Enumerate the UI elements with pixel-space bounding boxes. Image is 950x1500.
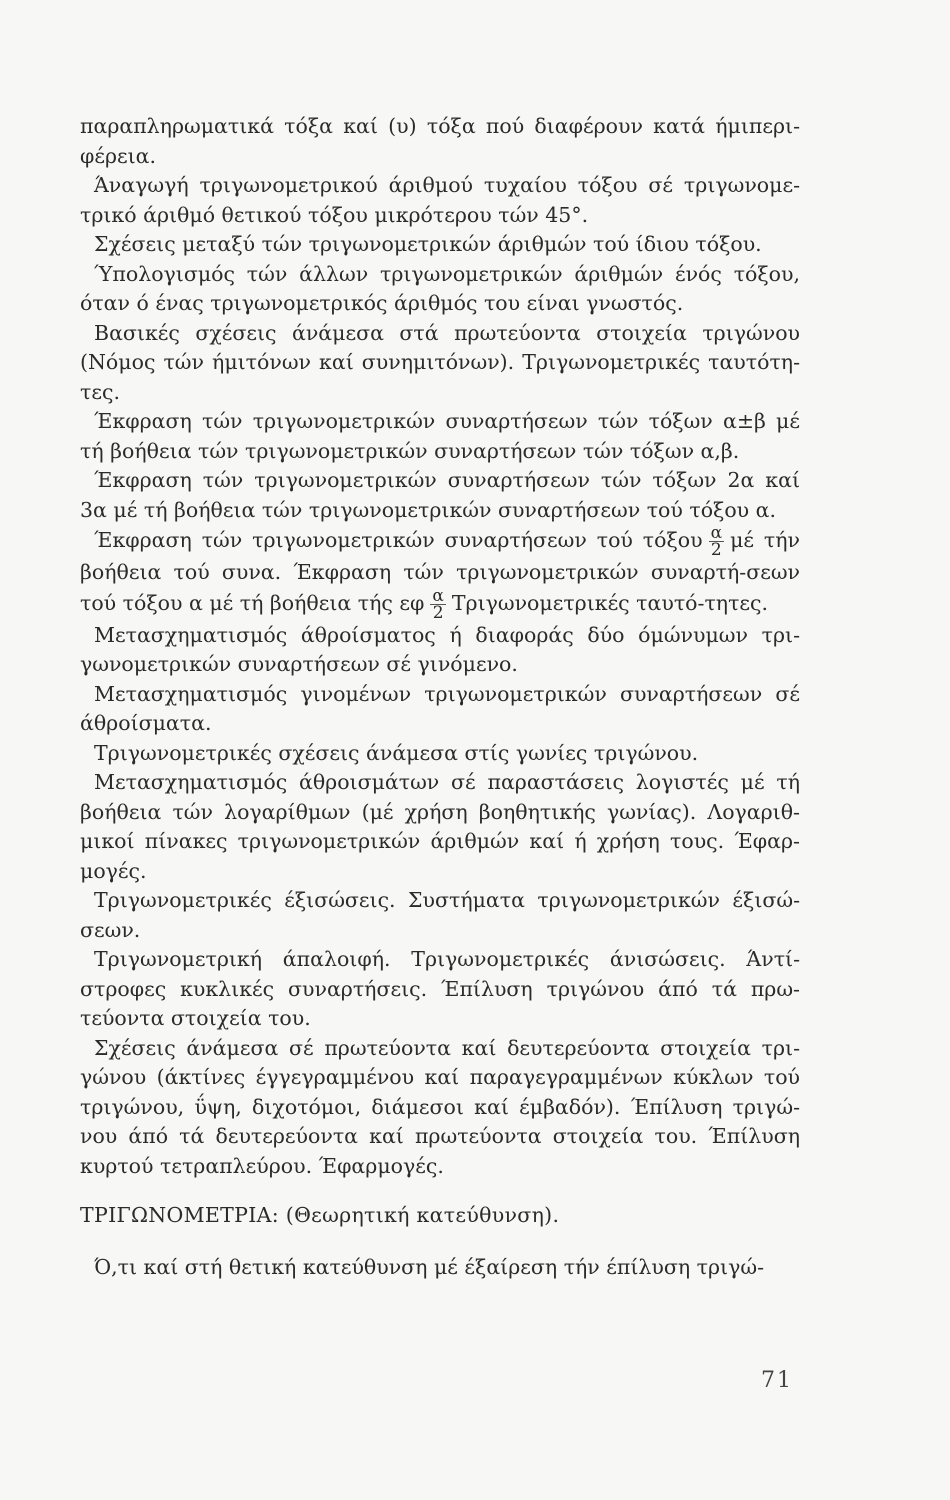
fraction-alpha-over-2 [430, 585, 445, 623]
paragraph: παραπληρωματικά τόξα καί (υ) τόξα πού διαφέρουν κατά ήμιπερι-φέρεια. [80, 114, 800, 168]
paragraph: Τριγωνομετρικές έξισώσεις. Συστήματα τριγωνομετρικών έξισώ-σεων. [80, 888, 800, 942]
paragraph: Ό,τι καί στή θετική κατεύθυνση μέ έξαίρεση τήν έπίλυση τριγώ- [94, 1254, 764, 1279]
paragraph: Τριγωνομετρική άπαλοιφή. Τριγωνομετρικές άνισώσεις. Άντί-στροφες κυκλικές συναρτήσεις. Έπίλυση τριγώνου άπό τά πρω-τεύοντα στοιχεία του. [80, 947, 800, 1030]
paragraph: Έκφραση τών τριγωνομετρικών συναρτήσεων τών τόξων α±β μέ τή βοήθεια τών τριγωνομετρικών συναρτήσεων τών τόξων α,β. [80, 409, 800, 463]
fraction-denominator: 2 [710, 540, 722, 560]
paragraph: Βασικές σχέσεις άνάμεσα στά πρωτεύοντα στοιχεία τριγώνου (Νόμος τών ήμιτόνων καί συνημιτόνων). Τριγωνομετρικές ταυτότη-τες. [80, 320, 800, 404]
section-heading: ΤΡΙΓΩΝΟΜΕΤΡΙΑ: (Θεωρητική κατεύθυνση). [80, 1203, 560, 1227]
fraction-denominator: 2 [432, 602, 444, 623]
paragraph: Σχέσεις άνάμεσα σέ πρωτεύοντα καί δευτερεύοντα στοιχεία τρι-γώνου (άκτίνες έγγεγραμμένου καί παραγεγραμμένων κύκλων τού τριγώνου, ΰψη, διχοτόμοι, διάμεσοι καί έμβαδόν). Έπίλυση τριγώ-νου άπό τά δευτερεύοντα καί πρωτεύοντα στοιχεία του. Έπίλυση κυρτού τετραπλεύρου. Έφαρμογές. [80, 1035, 800, 1178]
fraction-numerator: α [432, 585, 444, 606]
text-run: μέ τήν βοήθεια τού συνα. Έκφραση τών τριγωνομετρικών συναρτή-σεων τού τόξου α μέ τή βοήθεια τής εφ [80, 528, 801, 615]
paragraph: Μετασχηματισμός άθροισμάτων σέ παραστάσεις λογιστές μέ τή βοήθεια τών λογαρίθμων (μέ χρήση βοηθητικής γωνίας). Λογαριθ-μικοί πίνακες τριγωνομετρικών άριθμών καί ή χρήση τους. Έφαρ-μογές. [80, 770, 800, 883]
paragraph: Μετασχηματισμός άθροίσματος ή διαφοράς δύο όμώνυμων τρι-γωνομετρικών συναρτήσεων σέ γινόμενο. [80, 622, 800, 676]
half-angle-paragraph [80, 525, 800, 621]
paragraph: Μετασχηματισμός γινομένων τριγωνομετρικών συναρτήσεων σέ άθροίσματα. [80, 681, 800, 735]
paragraph: Έκφραση τών τριγωνομετρικών συναρτήσεων τών τόξων 2α καί 3α μέ τή βοήθεια τών τριγωνομετρικών συναρτήσεων τού τόξου α. [80, 468, 800, 522]
fraction-numerator: α [710, 523, 723, 543]
page-number: 71 [761, 1368, 793, 1393]
paragraph: Άναγωγή τριγωνομετρικού άριθμού τυχαίου τόξου σέ τριγωνομε-τρικό άριθμό θετικού τόξου μικρότερου τών 45°. [80, 173, 800, 227]
fraction-alpha-over-2 [709, 525, 724, 558]
paragraph: Τριγωνομετρικές σχέσεις άνάμεσα στίς γωνίες τριγώνου. [94, 740, 699, 765]
paragraph: Σχέσεις μεταξύ τών τριγωνομετρικών άριθμών τού ίδιου τόξου. [94, 232, 762, 256]
text-run: Τριγωνομετρικές ταυτό-τητες. [451, 590, 769, 615]
paragraph: Ύπολογισμός τών άλλων τριγωνομετρικών άριθμών ένός τόξου, όταν ό ένας τριγωνομετρικός άριθμός του είναι γνωστός. [80, 261, 800, 315]
text-run: Έκφραση τών τριγωνομετρικών συναρτήσεων τού τόξου [94, 528, 703, 552]
document-body [80, 112, 800, 1282]
